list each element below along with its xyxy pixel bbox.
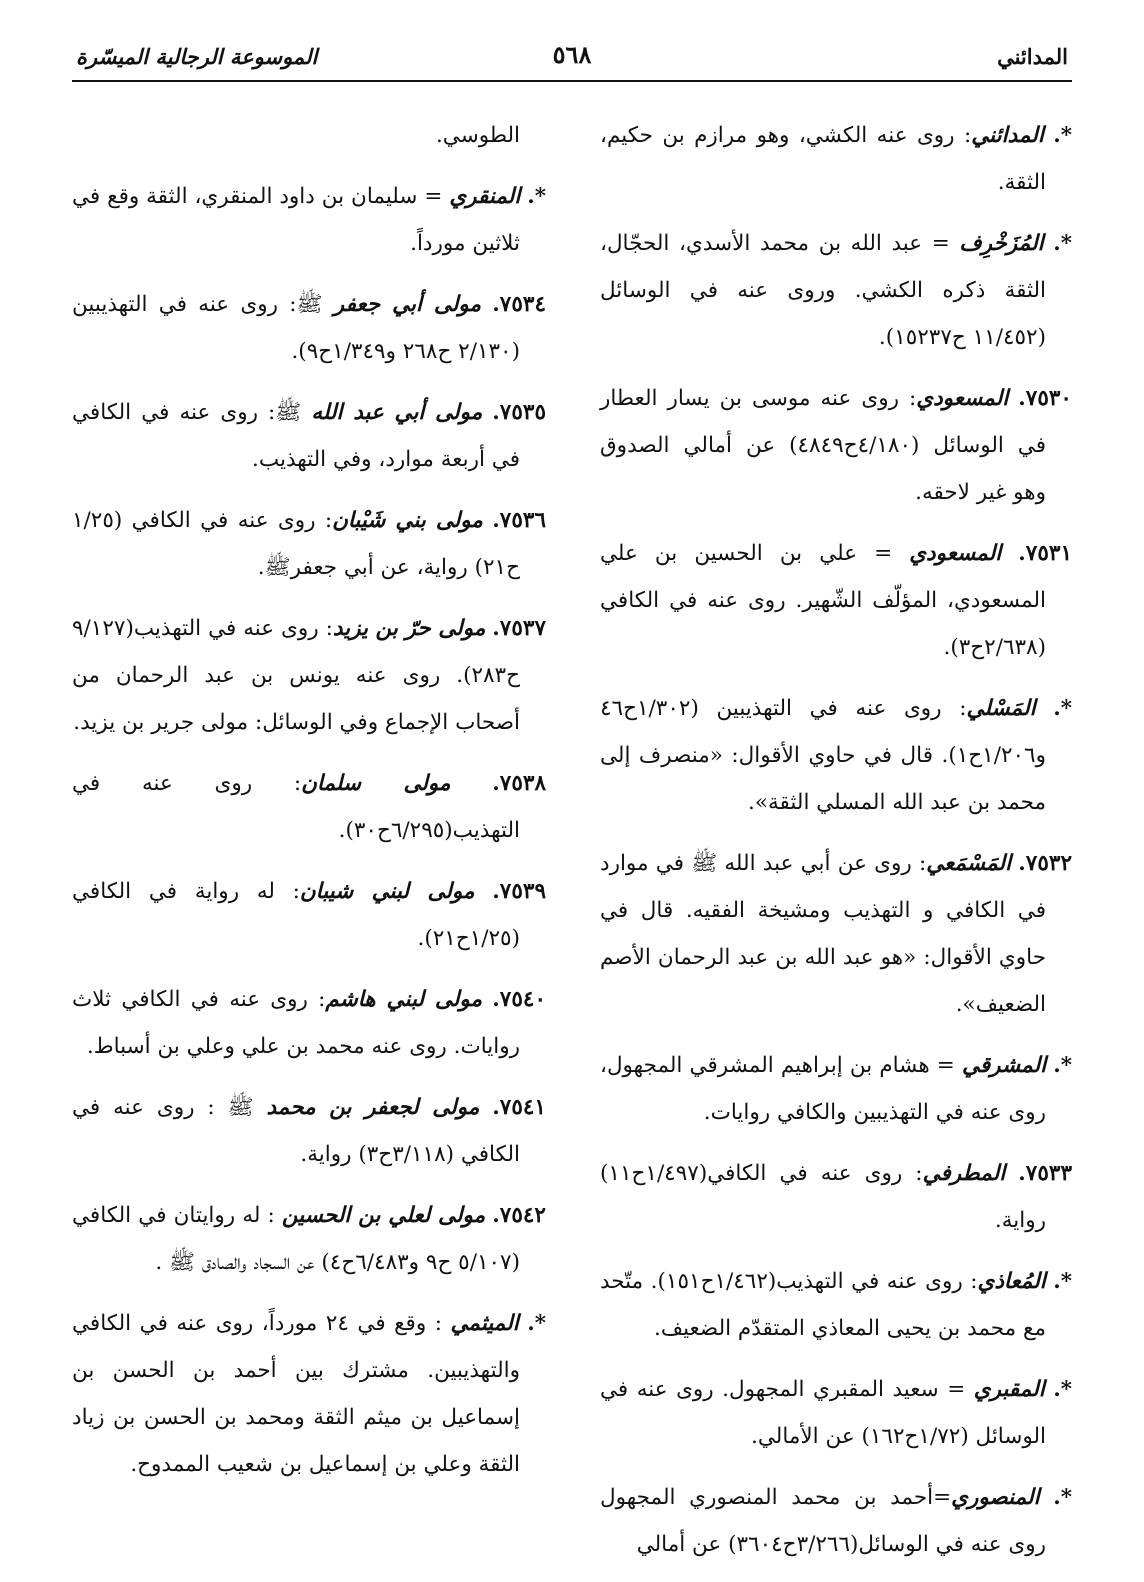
entry-body: : روى عن أبي عبد الله ﷺ في موارد في الكافي و التهذيب ومشيخة الفقيه. قال في حاوي الأقوال: «هو عبد الله بن عبد الرحمان الأصم الضعيف». [600,851,1046,1017]
entry-term: مولى لعلي بن الحسين [281,1203,486,1228]
entry-term: مولى حرّ بن يزيد [332,616,486,641]
entry-term: مولى لبني هاشم [325,987,483,1012]
entry-term: المدائني [971,123,1044,148]
entry-bullet: *. [1053,231,1072,256]
entry-number: ٧٥٣١. [1018,541,1072,566]
entry-body: : روى عنه في التهذيبين (١/٣٠٢ح٤٦ و١/٢٠٦ح١). قال في حاوي الأقوال: «منصرف إلى محمد بن عبد الله المسلي الثقة». [600,696,1046,815]
entry [72,173,546,267]
entry-body: : وقع في ٢٤ مورداً، روى عنه في الكافي والتهذيبين. مشترك بين أحمد بن الحسن بن إسماعيل بن ميثم الثقة ومحمد بن الحسن بن زياد الثقة وعلي بن إسماعيل بن شعيب الممدوح. [72,1311,520,1477]
left-column [72,112,546,1502]
entry [72,1300,546,1488]
entry-number: ٧٥٣٥. [492,400,546,425]
entry-number: ٧٥٣٨. [492,771,546,796]
entry-term: مولى أبي عبد الله [311,400,483,425]
entry-number: ٧٥٣٠. [1018,386,1072,411]
book-title: الموسوعة الرجالية الميسّرة [76,44,318,69]
entry-bullet: *. [1053,1377,1072,1402]
entry-term: الميثمي [450,1311,519,1336]
entry [600,1258,1072,1352]
entry-bullet: *. [1053,1485,1072,1510]
entry-number: ٧٥٣٦. [492,508,546,533]
entry [72,281,546,375]
entry-number: ٧٥٣٩. [492,879,546,904]
entry-body: : روى عنه في الكافي (١/٢٥ ح٢١) رواية، عن أبي جعفرﷺ. [72,508,520,580]
entry-body: : له روايتان في الكافي (٥/١٠٧ ح٩ و٦/٤٨٣ح٤) عن السجاد والصادق ﷺ . [72,1203,520,1275]
entry-number: ٧٥٤٠. [492,987,546,1012]
entry-term: مولى بني شَيْبان [332,508,483,533]
entry-body: الطوسي. [435,123,520,148]
entry-body: = علي بن الحسين بن علي المسعودي، المؤلّف الشّهير. روى عنه في الكافي (٢/٦٣٨ح٣). [600,541,1046,660]
entry-body: : روى عنه في الكافي(١/٤٩٧ح١١) رواية. [600,1161,1046,1233]
entry-body: : روى عنه الكشي، وهو مرازم بن حكيم، الثقة. [600,123,1046,195]
entry-body: : روى عنه موسى بن يسار العطار في الوسائل (٤/١٨٠ح٤٨٤٩) عن أمالي الصدوق وهو غير لاحقه. [600,386,1046,505]
entry [600,1042,1072,1136]
entry-term: المطرفي [922,1161,1006,1186]
entry-term: مولى لجعفر بن محمد [266,1095,480,1120]
entry-body: ﷺ: روى عنه في الكافي في أربعة موارد، وفي التهذيب. [72,400,520,472]
entry [600,530,1072,671]
entry [72,497,546,591]
entry [72,868,546,962]
entry-term: مولى أبي جعفر [333,292,482,317]
entry [600,375,1072,516]
entry-term: المنقري [449,184,521,209]
entry-term: مولى سلمان [301,771,451,796]
page-number: ٥٦٨ [552,40,592,69]
entry [72,112,546,159]
entry-number: ٧٥٤٢. [492,1203,546,1228]
entry-body: =أحمد بن محمد المنصوري المجهول روى عنه في الوسائل(٣/٢٦٦ح٣٦٠٤) عن أمالي [600,1485,1046,1557]
entry-body: ﷺ: روى عنه في التهذيبين (٢/١٣٠ ح٢٦٨ و١/٣٤٩ح٩). [72,292,520,364]
entry-term: المسعودي [909,541,1002,566]
entry-body: ﷺ : روى عنه في الكافي (٣/١١٨ح٣) رواية. [72,1095,520,1167]
entry-body: : له رواية في الكافي (١/٢٥ح٢١). [72,879,520,951]
entry-body: = عبد الله بن محمد الأسدي، الحجّال، الثقة ذكره الكشي. وروى عنه في الوسائل (١١/٤٥٢ ح١٥٢٣٧). [600,231,1046,350]
entry [72,1192,546,1286]
entry-bullet: *. [1053,1269,1073,1294]
entry-number: ٧٥٣٢. [1018,851,1072,876]
entry-bullet: *. [527,184,546,209]
entry-term: المَسْمَعي [926,851,1012,876]
entry-number: ٧٥٣٣. [1018,1161,1072,1186]
entry-body: : روى عنه في التهذيب(١/٤٦٢ح١٥١). متّحد مع محمد بن يحيى المعاذي المتقدّم الضعيف. [600,1269,1046,1341]
entry-term: المُعاذي [977,1269,1046,1294]
entry [600,685,1072,826]
entry-bullet: *. [1053,696,1072,721]
entry [72,389,546,483]
entry-body: = سعيد المقبري المجهول. روى عنه في الوسائل (١/٧٢ح١٦٢) عن الأمالي. [600,1377,1046,1449]
entry-term: مولى لبني شيبان [299,879,475,904]
entry-term: المشرقي [961,1053,1047,1078]
entry-body: : روى عنه في التهذيب(٦/٢٩٥ح٣٠). [72,771,520,843]
entry-body: : روى عنه في الكافي ثلاث روايات. روى عنه محمد بن علي وعلي بن أسباط. [72,987,520,1059]
entry [72,760,546,854]
entry [600,1366,1072,1460]
entry-bullet: *. [1053,123,1072,148]
entry-body: : روى عنه في التهذيب(٩/١٢٧ ح٢٨٣). روى عنه يونس بن عبد الرحمان من أصحاب الإجماع وفي الوسائل: مولى جرير بن يزيد. [72,616,520,735]
entry-term: المسعودي [916,386,1009,411]
header-section-name: المدائني [997,44,1068,69]
entry [72,605,546,746]
page-header [72,36,1072,82]
entry [600,1150,1072,1244]
right-column [600,112,1072,1582]
entry-bullet: *. [1053,1053,1072,1078]
entry [600,220,1072,361]
entry-number: ٧٥٤١. [492,1095,546,1120]
entry [600,112,1072,206]
entry-term: المُزَخْرِف [959,231,1044,256]
entry-number: ٧٥٣٤. [492,292,546,317]
entry-term: المنصوري [951,1485,1040,1510]
entry-bullet: *. [527,1311,546,1336]
entry [600,840,1072,1028]
entry [72,976,546,1070]
entry-number: ٧٥٣٧. [492,616,546,641]
entry-body: = هشام بن إبراهيم المشرقي المجهول، روى عنه في التهذيبين والكافي روايات. [600,1053,1046,1125]
entry [600,1474,1072,1568]
entry [72,1084,546,1178]
entry-term: المقبري [973,1377,1045,1402]
entry-term: المَسْلي [966,696,1036,721]
entry-body: = سليمان بن داود المنقري، الثقة وقع في ثلاثين مورداً. [72,184,520,256]
